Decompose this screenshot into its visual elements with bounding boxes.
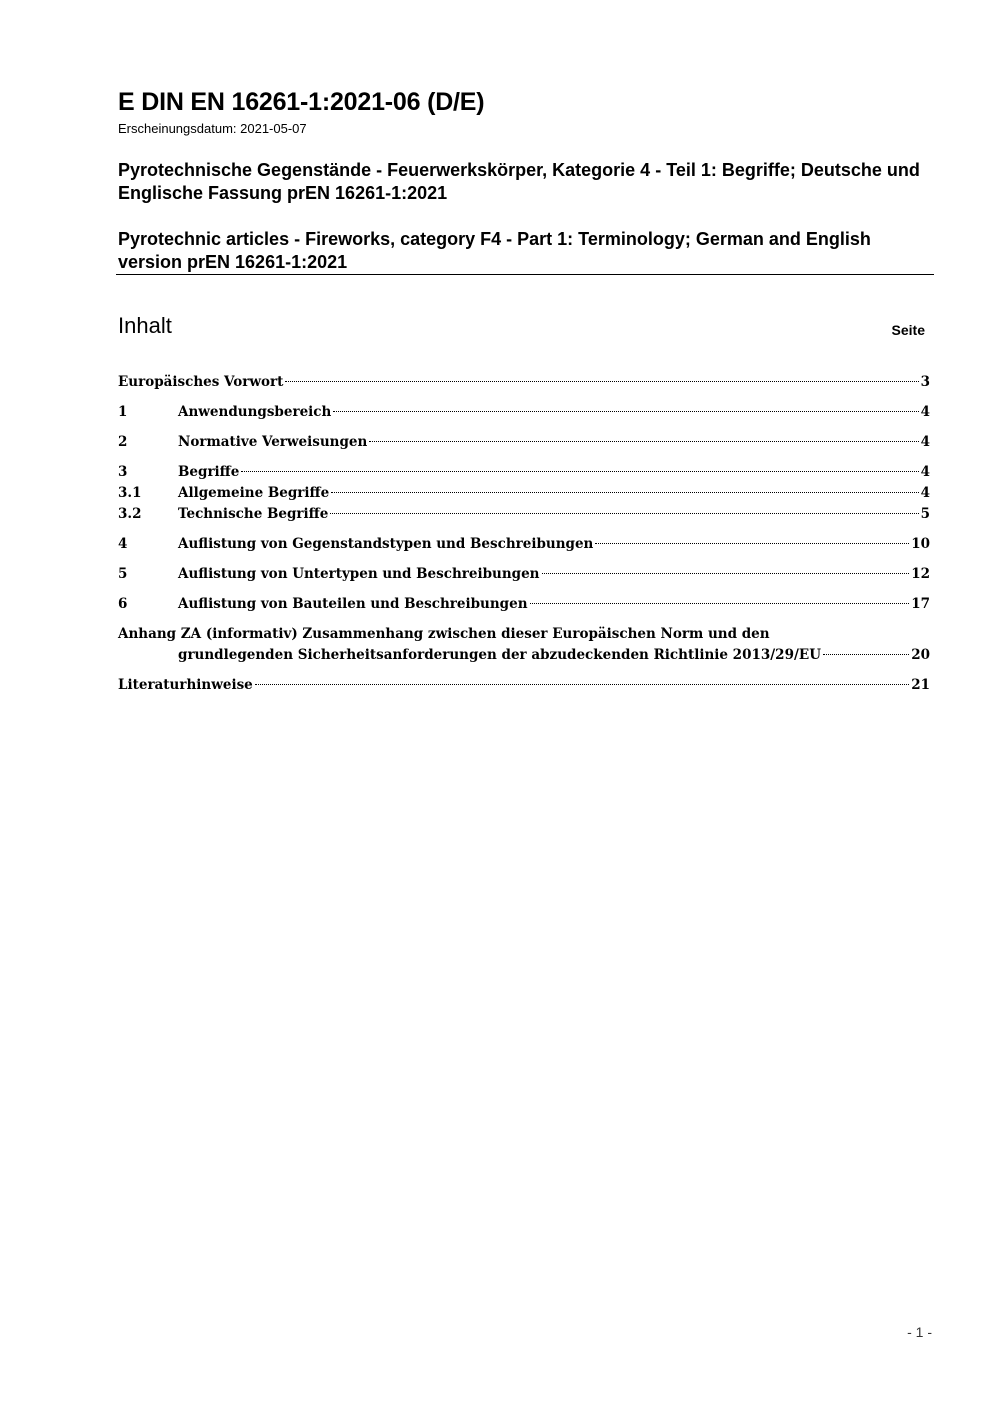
table-of-contents [118, 372, 930, 696]
toc-entry-number: 3.1 [118, 485, 142, 501]
toc-entry-3-1[interactable] [118, 483, 930, 504]
toc-entry-3[interactable] [118, 462, 930, 483]
toc-entry-page: 20 [911, 647, 930, 663]
toc-leader-dots [331, 492, 918, 493]
toc-leader-dots [255, 684, 909, 685]
toc-entry-number: 4 [118, 536, 128, 552]
toc-entry-number: 1 [118, 404, 128, 420]
toc-entry-title: Auflistung von Gegenstandstypen und Beschreibungen [178, 536, 594, 552]
toc-entry-page: 10 [911, 536, 930, 552]
toc-entry-page: 12 [911, 566, 930, 582]
toc-entry-number: 2 [118, 434, 128, 450]
toc-entry-page: 4 [920, 464, 930, 480]
title-english: Pyrotechnic articles - Fireworks, category F4 - Part 1: Terminology; German and English version prEN 16261-1:2021 [118, 229, 871, 272]
toc-entry-5[interactable] [118, 564, 930, 585]
toc-entry-page: 3 [920, 374, 930, 390]
toc-entry-title: Literaturhinweise [118, 677, 253, 693]
toc-entry-page: 4 [920, 485, 930, 501]
toc-leader-dots [595, 543, 909, 544]
toc-entry-6[interactable] [118, 594, 930, 615]
toc-heading: Inhalt [118, 313, 172, 338]
title-german: Pyrotechnische Gegenstände - Feuerwerkskörper, Kategorie 4 - Teil 1: Begriffe; Deutsche und Englische Fassung prEN 16261-1:2021 [118, 160, 920, 203]
toc-entry-4[interactable] [118, 534, 930, 555]
toc-entry-title: Anwendungsbereich [178, 404, 332, 420]
toc-leader-dots [369, 441, 918, 442]
toc-entry-title: Auflistung von Bauteilen und Beschreibungen [178, 596, 528, 612]
toc-entry-number: 3.2 [118, 506, 142, 522]
toc-entry-title: Europäisches Vorwort [118, 374, 284, 390]
toc-page-column-label: Seite [891, 322, 925, 338]
toc-entry-page: 4 [920, 404, 930, 420]
toc-leader-dots [823, 654, 909, 655]
annex-title-line-2: grundlegenden Sicherheitsanforderungen der abzudeckenden Richtlinie 2013/29/EU [178, 647, 821, 663]
toc-entry-bibliography[interactable] [118, 675, 930, 696]
toc-entry-number: 5 [118, 566, 128, 582]
toc-leader-dots [542, 573, 910, 574]
toc-entry-page: 21 [911, 677, 930, 693]
toc-entry-page: 5 [920, 506, 930, 522]
toc-entry-title: Allgemeine Begriffe [178, 485, 330, 501]
toc-entry-title: Begriffe [178, 464, 240, 480]
publication-date: Erscheinungsdatum: 2021-05-07 [118, 121, 307, 136]
document-id: E DIN EN 16261-1:2021-06 (D/E) [118, 88, 485, 116]
toc-entry-number: 6 [118, 596, 128, 612]
toc-leader-dots [530, 603, 910, 604]
toc-entry-number: 3 [118, 464, 128, 480]
toc-leader-dots [333, 411, 918, 412]
toc-entry-page: 17 [911, 596, 930, 612]
annex-line-2-row [118, 645, 930, 666]
toc-entry-page: 4 [920, 434, 930, 450]
toc-entry-3-2[interactable] [118, 504, 930, 525]
toc-entry-foreword[interactable] [118, 372, 930, 393]
toc-leader-dots [330, 513, 918, 514]
toc-entry-title: Auflistung von Untertypen und Beschreibungen [178, 566, 540, 582]
toc-entry-annex-za[interactable] [118, 624, 930, 666]
header-divider [116, 274, 934, 275]
toc-leader-dots [285, 381, 918, 382]
toc-leader-dots [241, 471, 918, 472]
page-number: - 1 - [907, 1324, 932, 1340]
toc-entry-1[interactable] [118, 402, 930, 423]
toc-entry-title: Normative Verweisungen [178, 434, 368, 450]
toc-entry-2[interactable] [118, 432, 930, 453]
toc-entry-title: Technische Begriffe [178, 506, 329, 522]
annex-title-line-1: Anhang ZA (informativ) Zusammenhang zwischen dieser Europäischen Norm und den [118, 626, 770, 642]
